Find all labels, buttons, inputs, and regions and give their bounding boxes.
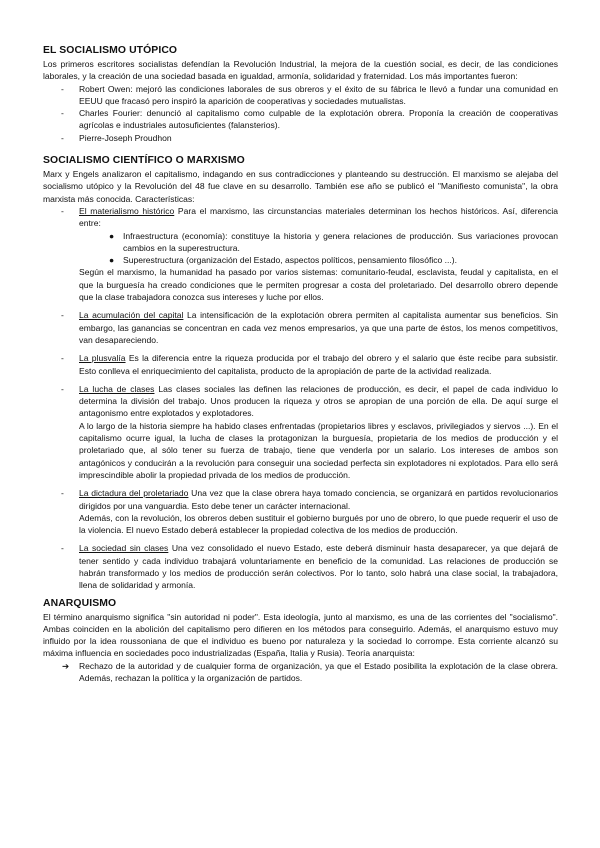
- section-anarquismo: [43, 598, 558, 685]
- dash-marker: -: [61, 83, 64, 94]
- list-item: [43, 660, 558, 685]
- dash-marker: -: [61, 488, 64, 499]
- list-item-text: Robert Owen: mejoró las condiciones laborales de sus obreros y el éxito de su fábrica le llevó a fundar una comunidad en EEUU que fracasó pero inspiró la aparición de cooperativas y sociedades mutualistas.: [79, 83, 558, 106]
- term-text: Para el marxismo, las circunstancias materiales determinan los hechos históricos. Así, diferencia entre:: [79, 205, 558, 229]
- dash-marker: -: [61, 108, 64, 119]
- list-item-text: Charles Fourier: denunció al capitalismo como culpable de la explotación obrera. Proponía la creación de cooperativas agrícolas e industriales autosuficientes (falansterios).: [79, 108, 558, 131]
- term-text: Una vez que la clase obrera haya tomado conciencia, se organizará en partidos revolucionarios dirigidos por una vanguardia. Esto debe tener un carácter internacional.: [79, 488, 558, 511]
- characteristics-list: [43, 205, 558, 592]
- section-intro: El término anarquismo significa "sin autoridad ni poder". Esta ideología, junto al marxismo, es una de las corrientes del "socialismo". Ambas coinciden en la abolición del capitalismo pero difieren en los métodos para conseguirlo. Además, el anarquismo estuvo muy influido por la idea roussoniana de que el individuo es bueno por naturaleza y la sociedad lo corrompe. Esta corriente alcanzó su máxima influencia en sociedades poco industrializadas (España, Italia y Rusia). Teoría anarquista:: [43, 611, 558, 659]
- dash-marker: -: [61, 353, 64, 364]
- sub-list: [79, 230, 558, 267]
- dash-marker: -: [61, 383, 64, 394]
- arrow-icon: ➔: [62, 660, 70, 671]
- list-item: [43, 83, 558, 108]
- section-title: SOCIALISMO CIENTÍFICO O MARXISMO: [43, 155, 245, 167]
- term: La dictadura del proletariado: [79, 488, 189, 499]
- list-item-dictadura: [43, 487, 558, 536]
- document-page: [43, 45, 558, 684]
- section-title: ANARQUISMO: [43, 597, 117, 609]
- list-item: [43, 107, 558, 132]
- term-extra: A lo largo de la historia siempre ha habido clases enfrentadas (propietarios libres y esclavos, privilegiados y siervos ...). En el capitalismo ocurre igual, la lucha de clases la protagonizan la burguesía, propietaria de los medios de producción y el proletariado que, al sólo tener su fuerza de trabajo, tiene que venderla por un salario. Los intereses de ambos son antagónicos y conducirán a la revolución para conseguir una sociedad perfecta sin explotadores ni explotados. Para ello será imprescindible abolir la propiedad privada de los medios de producción.: [79, 420, 558, 480]
- term: La lucha de clases: [79, 383, 155, 394]
- list-item-text: Rechazo de la autoridad y de cualquier forma de organización, ya que el Estado posibilita la explotación de la clase obrera. Además, rechazan la política y la organización de partidos.: [79, 660, 558, 684]
- sub-item-text: Superestructura (organización del Estado, aspectos políticos, pensamiento filosófico ...).: [123, 255, 457, 266]
- term: El materialismo histórico: [79, 205, 175, 216]
- dash-marker: -: [61, 205, 64, 216]
- list-item-lucha: [43, 383, 558, 481]
- section-intro: Marx y Engels analizaron el capitalismo, indagando en sus contradicciones y planteando su destrucción. El marxismo se alejaba del socialismo utópico y la Revolución del 48 fue clave en su desarrollo. También ese año se publicó el "Manifiesto comunista", la obra marxista más conocida. Características:: [43, 169, 558, 204]
- term-text: Una vez consolidado el nuevo Estado, este deberá disminuir hasta desaparecer, ya que dejará de tener sentido y cada individuo trabajará voluntariamente en beneficio de la comunidad. Las relaciones de producción se habrán transformado y los medios de producción serán colectivos. Por lo tanto, solo habrá una clase social, la trabajadora, llena de solidaridad y armonía.: [79, 543, 559, 591]
- term-text: Es la diferencia entre la riqueza producida por el trabajo del obrero y el salario que éste recibe para subsistir. Esto conlleva el enriquecimiento del capitalista, producto de la apropiación de parte de la actividad realizada.: [79, 353, 558, 376]
- sub-item: [79, 254, 558, 266]
- term: La sociedad sin clases: [79, 543, 169, 554]
- section-title: EL SOCIALISMO UTÓPICO: [43, 45, 178, 56]
- bullet-marker: ●: [109, 255, 115, 266]
- list-item-text: Pierre-Joseph Proudhon: [79, 132, 172, 143]
- dash-marker: -: [61, 132, 64, 143]
- section-socialismo-utopico: [43, 45, 558, 144]
- theory-list: [43, 660, 558, 685]
- term-text: La intensificación de la explotación obrera permiten al capitalista aumentar sus beneficios. Sin embargo, las ganancias se concentran en cada vez menos empresarios, ya que una parte de éstos, los menos competitivos, van desapareciendo.: [79, 310, 558, 345]
- list-item-sociedad: [43, 542, 558, 591]
- sub-item: [79, 230, 558, 255]
- term: La acumulación del capital: [79, 310, 184, 321]
- list-item-plusvalia: [43, 352, 558, 377]
- term-extra: Según el marxismo, la humanidad ha pasado por varios sistemas: comunitario-feudal, esclavista, feudal y capitalista, en el que la burguesía ha creado condiciones que le permiten progresar a costa del proletariado. Del desarrollo obrero depende que la clase trabajadora conozca sus intereses y luche por ellos.: [79, 267, 558, 303]
- term: La plusvalía: [79, 353, 126, 364]
- list-item-materialismo: [43, 205, 558, 303]
- term-text: Las clases sociales las definen las relaciones de producción, es decir, el papel de cada individuo lo determina la división del trabajo. Unos producen la riqueza y otros se apropian de una porción de ella. De aquí surge el antagonismo entre explotados y explotadores.: [79, 383, 559, 419]
- section-socialismo-cientifico: [43, 155, 558, 592]
- list-item: [43, 132, 558, 144]
- sub-item-text: Infraestructura (economía): constituye la historia y genera relaciones de producción. Sus variaciones provocan cambios en la superestructura.: [123, 230, 558, 253]
- dash-marker: -: [61, 543, 64, 554]
- bullet-marker: ●: [109, 230, 115, 241]
- list-item-acumulacion: [43, 309, 558, 346]
- thinkers-list: [43, 83, 558, 144]
- term-extra: Además, con la revolución, los obreros deben sustituir el gobierno burgués por uno de obrero, lo que puede requerir el uso de la violencia. El nuevo Estado deberá establecer la propiedad colectiva de los medios de producción.: [79, 512, 558, 536]
- section-intro: Los primeros escritores socialistas defendían la Revolución Industrial, la mejora de la cuestión social, es decir, de las condiciones laborales, y la creación de una sociedad basada en igualdad, armonía, solidaridad y fraternidad. Los más importantes fueron:: [43, 59, 558, 82]
- dash-marker: -: [61, 310, 64, 321]
